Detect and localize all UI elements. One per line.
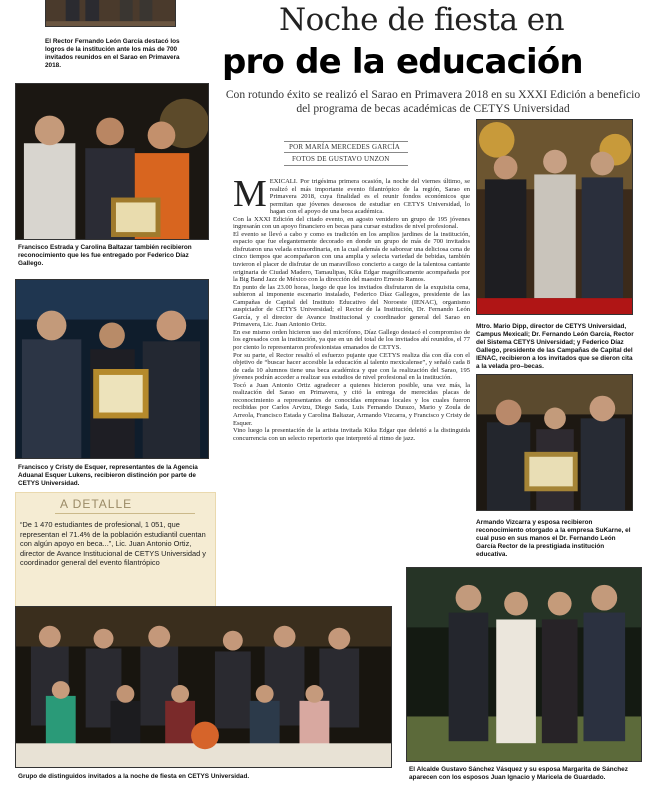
caption-top-left: El Rector Fernando León García destacó los logros de la institución ante los más de 700 invitados reunidos en el Sarao en Primavera 2018. <box>45 38 180 69</box>
photo-bottom-left <box>15 606 392 768</box>
article-dropcap: M <box>233 173 267 215</box>
detalle-heading: A DETALLE <box>60 497 133 511</box>
photo-left-2 <box>15 279 209 459</box>
caption-bottom-right: El Alcalde Gustavo Sánchez Vásquez y su esposa Margarita de Sánchez aparecen con los esposos Juan Ignacio y Maricela de Guardado. <box>409 766 628 781</box>
caption-bottom-left: Grupo de distinguidos invitados a la noche de fiesta en CETYS Universidad. <box>18 773 250 780</box>
caption-right-1: Mtro. Mario Dipp, director de CETYS Universidad, Campus Mexicali; Dr. Fernando León García, Rector del Sistema CETYS Universidad; y Federico Díaz Gallego, presidente de las Campañas de Capital del IENAC, recibieron a los invitados que se dieron cita a la velada pro–becas. <box>476 323 634 370</box>
article-paragraph: Tocó a Juan Antonio Ortiz agradecer a quienes hicieron posible, una vez más, la realización del Sarao en Primavera, y citó la entrega de merecidas placas de reconocimiento a representantes de conocidas empresas locales y los cuales fueron recibidas por Carlos Arvizu, Diego Sada, Luis Fernando Durazo, Mario y Zoula de Arreola, Francisco Estada y Carolina Baltazar, Armando Vizcarra, y Francisco y Cristy de Esquer. <box>233 381 470 427</box>
article-paragraph: Vino luego la presentación de la artista invitada Kika Edgar que deleitó a la distinguida concurrencia con un selecto repertorio que interpretó al ritmo de jazz. <box>233 427 470 442</box>
byline-author: POR MARÍA MERCEDES GARCÍA <box>289 143 400 151</box>
detalle-divider <box>55 513 195 514</box>
photo-left-1 <box>15 83 209 240</box>
detalle-quote: “De 1 470 estudiantes de profesional, 1 051, que representan el 71.4% de la población estudiantil cuentan con algún apoyo en beca...”, Lic. Juan Antonio Ortiz, director de Avance Institucional de CETYS Universidad y coordinador general del evento filantrópico <box>20 520 206 568</box>
article-paragraph: Con la XXXI Edición del citado evento, en agosto venidero un grupo de 195 jóvenes ingresarán con un apoyo financiero en becas para cursar estudios de nivel profesional. <box>233 215 470 231</box>
photo-right-1 <box>476 119 633 315</box>
headline-line-1: Noche de fiesta en <box>279 2 565 38</box>
article-paragraph: El evento se llevó a cabo y como es tradición en los amplios jardines de la institución, espacio que fue elegantemente decorado en donde un grupo de más de 700 invitados disfrutaron una velada extraordinaria, en la cual además de saborear una deliciosa cena de cinco tiempos que acompañaron con una amplia y selecta variedad de bebidas, también tuvieron el placer de disfrutar de un maravilloso concierto a cargo de la talentosa cantante originaria de Ciudad Madero, Tamaulipas, Kika Edgar magníficamente acompañada por la Big Band Jazz de México con la dirección del maestro Ernesto Ramos. <box>233 230 470 284</box>
article-paragraph: Por su parte, el Rector resaltó el esfuerzo pujante que CETYS realiza día con día con el objetivo de “buscar hacer accesible la educación al talento mexicalense”, y señaló cada 8 de cada 10 alumnos tiene una beca académica y que con la realización del Sarao, 195 jóvenes podrán acceder a realizar sus estudios de nivel profesional en la institución. <box>233 351 470 382</box>
article-body <box>233 173 470 442</box>
article-paragraph: En punto de las 23.00 horas, luego de que los invitados disfrutaron de la exquisita cena, subieron al imponente escenario instalado, Federico Díaz Gallegos, presidente de las Campañas de Capital del Instituto Educativo del Noroeste (IENAC), organismo auspiciador de CETYS Universidad; el Rector de la Institución, Dr. Fernando León García, y el director de Avance Institucional y coordinador general del Sarao en Primavera, Lic. Juan Antonio Ortiz. <box>233 283 470 329</box>
article-paragraph: EXICALI. Por trigésima primera ocasión, la noche del viernes último, se realizó el más importante evento filantrópico de la región, Sarao en Primavera 2018, cuya finalidad es el reunir fondos económicos que permitan que jóvenes deseosos de estudiar en CETYS Universidad, lo hagan con el apoyo de una beca académica. <box>269 178 470 216</box>
photo-top-left <box>45 0 176 27</box>
caption-left-2: Francisco y Cristy de Esquer, representantes de la Agencia Aduanal Esquer Lukens, recibieron distinción por parte de CETYS Universidad. <box>18 464 198 487</box>
photo-right-2 <box>476 374 633 511</box>
byline-rule-middle <box>284 152 408 153</box>
byline-rule-top <box>284 141 408 142</box>
photo-bottom-right <box>406 567 642 762</box>
caption-left-1: Francisco Estrada y Carolina Baltazar también recibieron reconocimiento que les fue entregado por Federico Díaz Gallego. <box>18 244 192 267</box>
byline-photos: FOTOS DE GUSTAVO UNZON <box>292 155 390 163</box>
headline-line-2: pro de la educación <box>222 42 583 82</box>
article-paragraph: En ese mismo orden hicieron uso del micrófono, Díaz Gallego destacó el compromiso de los egresados con la institución, ya que en un del total de los invitados ahí reunidos, el 77 por ciento lo representaron profesionistas emanados de CETYS. <box>233 328 470 352</box>
byline-rule-bottom <box>284 165 408 166</box>
caption-right-2: Armando Vizcarra y esposa recibieron reconocimiento otorgado a la empresa SuKarne, el cual puso en sus manos el Dr. Fernando León García Rector de la prestigiada institución educativa. <box>476 519 631 558</box>
headline-deck: Con rotundo éxito se realizó el Sarao en Primavera 2018 en su XXXI Edición a beneficio del programa de becas académicas de CETYS Universidad <box>225 88 641 115</box>
